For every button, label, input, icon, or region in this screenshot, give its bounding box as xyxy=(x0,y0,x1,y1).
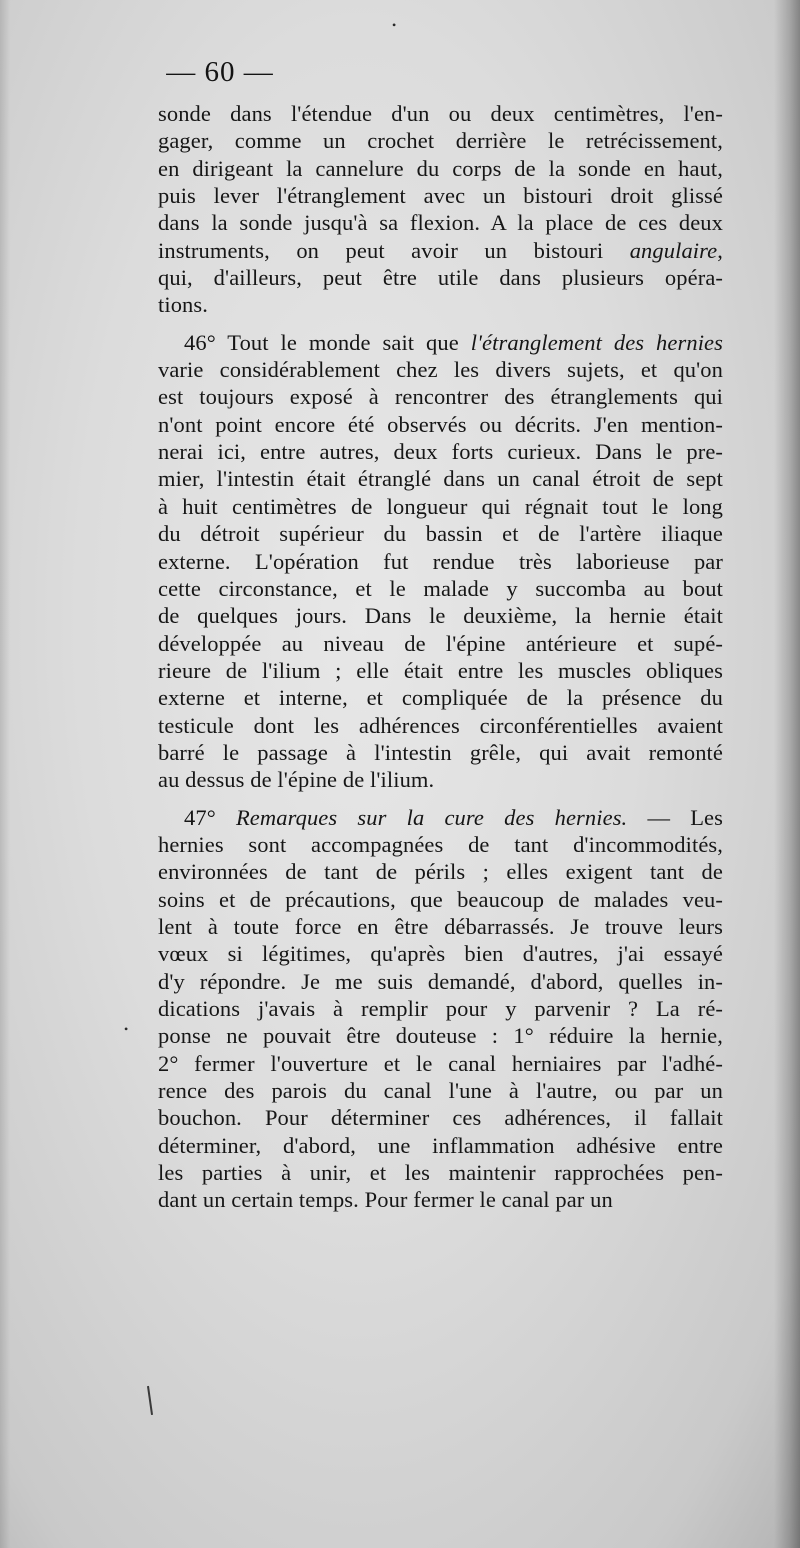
text-line xyxy=(158,657,723,684)
text-line xyxy=(158,995,723,1022)
text-line xyxy=(158,493,723,520)
text-line xyxy=(158,100,723,127)
text-run: du détroit supérieur du bassin et de l'artère iliaque xyxy=(158,521,723,547)
text-line xyxy=(158,520,723,547)
text-line xyxy=(158,968,723,995)
text-line xyxy=(158,886,723,913)
text-run: dications j'avais à remplir pour y parvenir ? La ré- xyxy=(158,996,723,1021)
text-line xyxy=(158,1104,723,1131)
text-run: cette circonstance, et le malade y succomba au bout xyxy=(158,575,723,601)
text-run: — Les xyxy=(627,804,723,830)
italic-phrase: l'étranglement des hernies xyxy=(470,329,723,355)
text-line xyxy=(158,1022,723,1049)
text-line xyxy=(158,739,723,766)
text-run: à huit centimètres de longueur qui régnait tout le long xyxy=(158,493,723,519)
text-line xyxy=(158,913,723,940)
text-run: instruments, on peut avoir un bistouri xyxy=(158,237,630,263)
text-run: 47° xyxy=(184,804,236,830)
text-line xyxy=(158,209,723,236)
text-run: en dirigeant la cannelure du corps de la sonde en haut, xyxy=(158,155,723,181)
text-line xyxy=(158,858,723,885)
page-number xyxy=(0,56,800,89)
text-run: d'y répondre. Je me suis demandé, d'abord, quelles in- xyxy=(158,968,723,994)
text-run: testicule dont les adhérences circonférentielles avaient xyxy=(158,712,723,738)
text-run: lent à toute force en être débarrassés. Je trouve leurs xyxy=(158,913,723,939)
text-run: nerai ici, entre autres, deux forts curieux. Dans le pre- xyxy=(158,439,723,465)
italic-phrase: angulaire xyxy=(629,237,718,263)
italic-phrase: Remarques sur la cure des hernies. xyxy=(235,804,628,830)
text-line xyxy=(158,356,723,383)
paragraph xyxy=(158,804,723,1214)
text-run: rieure de l'ilium ; elle était entre les muscles obliques xyxy=(158,657,723,683)
text-line xyxy=(158,411,723,438)
ink-speck: • xyxy=(392,18,397,32)
text-run: 2° fermer l'ouverture et le canal herniaires par l'adhé- xyxy=(158,1050,723,1076)
text-run: environnées de tant de périls ; elles exigent tant de xyxy=(158,859,723,885)
text-line xyxy=(158,237,723,264)
paragraph xyxy=(158,329,723,794)
text-line xyxy=(158,712,723,739)
text-line xyxy=(158,1186,723,1213)
text-line xyxy=(158,804,723,831)
text-line xyxy=(158,291,723,318)
text-line xyxy=(158,1050,723,1077)
text-line xyxy=(158,548,723,575)
text-run: au dessus de l'épine de l'ilium. xyxy=(158,767,435,793)
text-line xyxy=(158,940,723,967)
text-run: sonde dans l'étendue d'un ou deux centimètres, l'en- xyxy=(158,101,723,126)
text-run: hernies sont accompagnées de tant d'incommodités, xyxy=(158,831,723,857)
page-left-shadow xyxy=(0,0,10,1548)
text-line xyxy=(158,831,723,858)
text-run: mier, l'intestin était étranglé dans un canal étroit de sept xyxy=(158,466,723,492)
text-line xyxy=(158,1132,723,1159)
text-line xyxy=(158,383,723,410)
text-run: varie considérablement chez les divers sujets, et qu'on xyxy=(158,357,723,383)
text-run: n'ont point encore été observés ou décrits. J'en mention- xyxy=(158,411,723,437)
text-run: puis lever l'étranglement avec un bistouri droit glissé xyxy=(158,183,723,209)
text-line xyxy=(158,329,723,356)
text-run: bouchon. Pour déterminer ces adhérences, il fallait xyxy=(158,1105,723,1131)
text-line xyxy=(158,602,723,629)
text-line xyxy=(158,155,723,182)
text-run: les parties à unir, et les maintenir rapprochées pen- xyxy=(158,1160,723,1186)
text-run: de quelques jours. Dans le deuxième, la hernie était xyxy=(158,603,723,629)
text-run: rence des parois du canal l'une à l'autre, ou par un xyxy=(158,1078,723,1104)
text-run: tions. xyxy=(158,292,208,318)
page-right-shadow xyxy=(774,0,800,1548)
ink-speck: • xyxy=(124,1022,129,1036)
text-line xyxy=(158,766,723,793)
text-run: est toujours exposé à rencontrer des étranglements qui xyxy=(158,384,723,410)
text-run: gager, comme un crochet derrière le retrécissement, xyxy=(158,128,723,154)
text-run: vœux si légitimes, qu'après bien d'autres, j'ai essayé xyxy=(158,941,723,967)
text-run: ponse ne pouvait être douteuse : 1° réduire la hernie, xyxy=(158,1023,723,1049)
text-line xyxy=(158,127,723,154)
text-line xyxy=(158,438,723,465)
text-line xyxy=(158,465,723,492)
text-line xyxy=(158,182,723,209)
text-line xyxy=(158,1077,723,1104)
text-run: dans la sonde jusqu'à sa flexion. A la place de ces deux xyxy=(158,210,723,236)
text-run: soins et de précautions, que beaucoup de malades veu- xyxy=(158,886,723,912)
text-run: externe et interne, et compliquée de la présence du xyxy=(158,685,723,711)
text-line xyxy=(158,264,723,291)
text-line xyxy=(158,684,723,711)
paragraph-gap xyxy=(158,794,723,804)
text-run: qui, d'ailleurs, peut être utile dans plusieurs opéra- xyxy=(158,265,723,291)
ink-mark: ǀ xyxy=(142,1378,158,1426)
text-run: développée au niveau de l'épine antérieure et supé- xyxy=(158,630,723,656)
text-run: barré le passage à l'intestin grêle, qui avait remonté xyxy=(158,739,723,765)
text-line xyxy=(158,630,723,657)
text-line xyxy=(158,1159,723,1186)
text-line xyxy=(158,575,723,602)
page-number-text: — 60 — xyxy=(166,56,274,88)
paragraph xyxy=(158,100,723,319)
body-text xyxy=(158,100,723,1214)
text-run: , xyxy=(717,237,723,263)
text-run: déterminer, d'abord, une inflammation adhésive entre xyxy=(158,1132,723,1158)
text-run: 46° Tout le monde sait que xyxy=(184,329,471,355)
text-run: dant un certain temps. Pour fermer le canal par un xyxy=(158,1187,613,1213)
paragraph-gap xyxy=(158,319,723,329)
text-run: externe. L'opération fut rendue très laborieuse par xyxy=(158,548,723,574)
